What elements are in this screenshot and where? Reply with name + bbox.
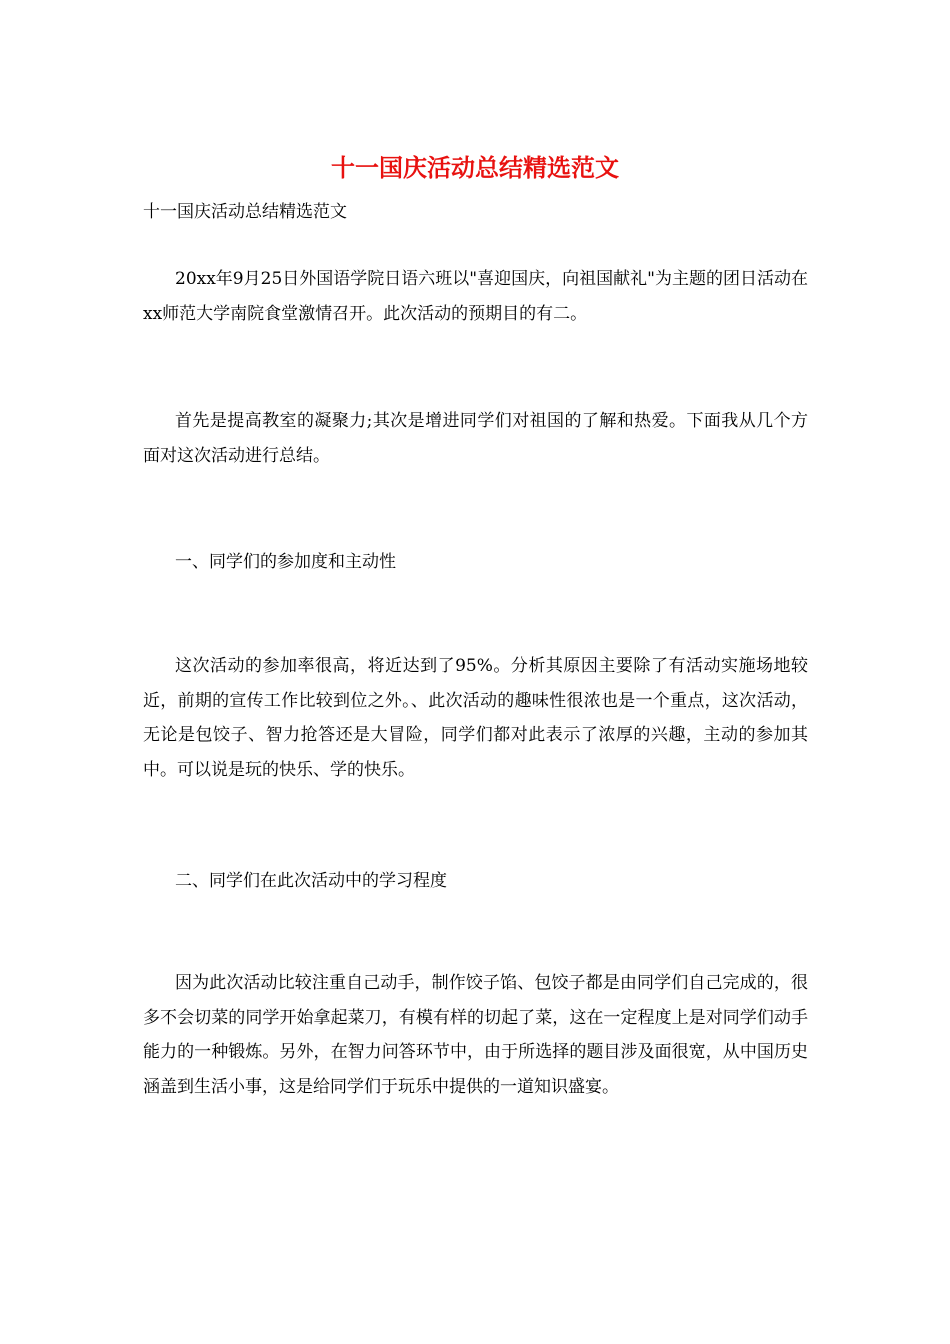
paragraph-intro: 20xx年9月25日外国语学院日语六班以"喜迎国庆，向祖国献礼"为主题的团日活动在xx师范大学南院食堂激情召开。此次活动的预期目的有二。 bbox=[143, 269, 808, 324]
paragraph-participation: 这次活动的参加率很高，将近达到了95%。分析其原因主要除了有活动实施场地较近，前期的宣传工作比较到位之外。、此次活动的趣味性很浓也是一个重点，这次活动，无论是包饺子、智力抢答还是大冒险，同学们都对此表示了浓厚的兴趣，主动的参加其中。可以说是玩的快乐、学的快乐。 bbox=[143, 656, 808, 780]
paragraph-purpose: 首先是提高教室的凝聚力;其次是增进同学们对祖国的了解和热爱。下面我从几个方面对这次活动进行总结。 bbox=[143, 411, 808, 466]
paragraph-learning: 因为此次活动比较注重自己动手，制作饺子馅、包饺子都是由同学们自己完成的，很多不会切菜的同学开始拿起菜刀，有模有样的切起了菜，这在一定程度上是对同学们动手能力的一种锻炼。另外，在智力问答环节中，由于所选择的题目涉及面很宽，从中国历史涵盖到生活小事，这是给同学们于玩乐中提供的一道知识盛宴。 bbox=[143, 973, 808, 1097]
section-heading-learning: 二、同学们在此次活动中的学习程度 bbox=[175, 871, 447, 891]
document-subtitle: 十一国庆活动总结精选范文 bbox=[143, 202, 347, 222]
document-title: 十一国庆活动总结精选范文 bbox=[331, 154, 619, 182]
section-heading-participation: 一、同学们的参加度和主动性 bbox=[175, 552, 396, 572]
